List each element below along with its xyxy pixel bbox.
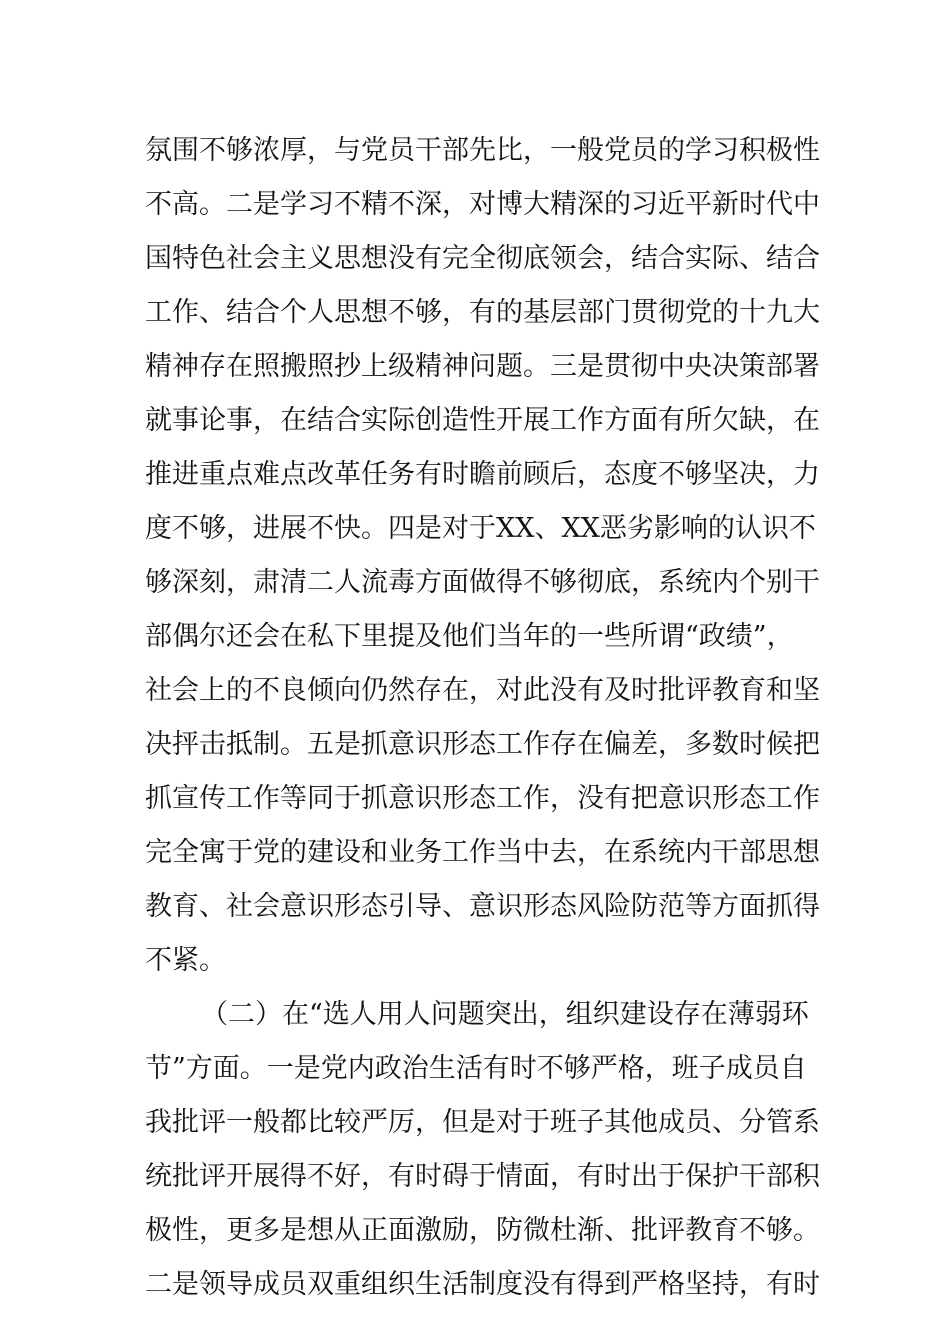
text-line-18: 节”方面。一是党内政治生活有时不够严格，班子成员自 — [145, 1053, 807, 1084]
text-line-11: 社会上的不良倾向仍然存在，对此没有及时批评教育和坚 — [145, 675, 820, 706]
section-heading-line: （二）在“选人用人问题突出，组织建设存在薄弱环 — [201, 999, 809, 1030]
text-line-3: 国特色社会主义思想没有完全彻底领会，结合实际、结合 — [145, 243, 820, 274]
text-line-5: 精神存在照搬照抄上级精神问题。三是贯彻中央决策部署 — [145, 351, 820, 382]
text-line-12: 决抨击抵制。五是抓意识形态工作存在偏差，多数时候把 — [145, 729, 820, 760]
text-line-22: 二是领导成员双重组织生活制度没有得到严格坚持，有时 — [145, 1269, 820, 1300]
text-line-14: 完全寓于党的建设和业务工作当中去，在系统内干部思想 — [145, 837, 820, 868]
text-line-8: 度不够，进展不快。四是对于XX、XX恶劣影响的认识不 — [145, 513, 816, 544]
text-line-16: 不紧。 — [145, 945, 226, 976]
text-line-21: 极性，更多是想从正面激励，防微杜渐、批评教育不够。 — [145, 1215, 820, 1246]
text-line-7: 推进重点难点改革任务有时瞻前顾后，态度不够坚决，力 — [145, 459, 820, 490]
text-line-13: 抓宣传工作等同于抓意识形态工作，没有把意识形态工作 — [145, 783, 820, 814]
text-line-4: 工作、结合个人思想不够，有的基层部门贯彻党的十九大 — [145, 297, 820, 328]
text-line-2: 不高。二是学习不精不深，对博大精深的习近平新时代中 — [145, 189, 820, 220]
text-line-1: 氛围不够浓厚，与党员干部先比，一般党员的学习积极性 — [145, 135, 820, 166]
body-text — [145, 124, 825, 1312]
text-line-19: 我批评一般都比较严厉，但是对于班子其他成员、分管系 — [145, 1107, 820, 1138]
text-line-6: 就事论事，在结合实际创造性开展工作方面有所欠缺，在 — [145, 405, 820, 436]
text-line-20: 统批评开展得不好，有时碍于情面，有时出于保护干部积 — [145, 1161, 820, 1192]
text-line-10: 部偶尔还会在私下里提及他们当年的一些所谓“政绩”， — [145, 621, 794, 652]
text-line-15: 教育、社会意识形态引导、意识形态风险防范等方面抓得 — [145, 891, 820, 922]
text-line-9: 够深刻，肃清二人流毒方面做得不够彻底，系统内个别干 — [145, 567, 820, 598]
